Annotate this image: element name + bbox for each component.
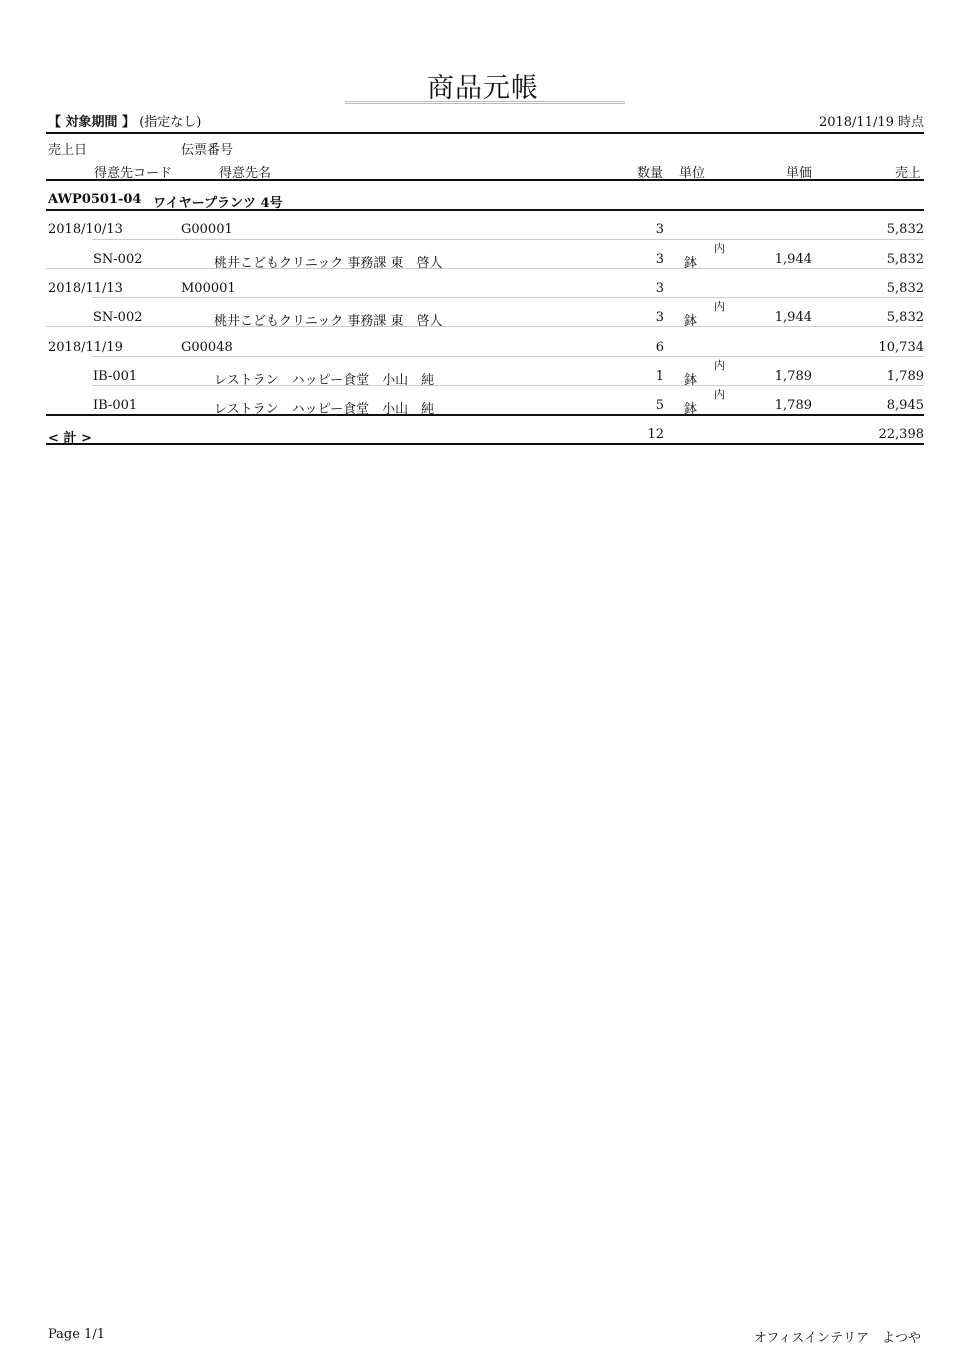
row-rule <box>46 326 924 327</box>
period-label: 【 対象期間 】 <box>48 115 136 130</box>
group-qty: 3 <box>655 222 664 237</box>
line-customer-code: SN-002 <box>93 310 143 325</box>
header-slip-no: 伝票番号 <box>181 143 234 158</box>
total-label: < 計 > <box>48 431 92 446</box>
row-rule <box>92 356 924 357</box>
line-unit-price: 1,789 <box>774 369 812 384</box>
group-slip: G00048 <box>181 340 233 355</box>
group-date: 2018/11/13 <box>48 281 123 296</box>
header-sales: 売上 <box>895 166 922 181</box>
line-qty: 3 <box>655 310 664 325</box>
group-amount: 5,832 <box>886 281 924 296</box>
header-customer-name: 得意先名 <box>219 166 272 181</box>
period-value: (指定なし) <box>139 115 202 130</box>
group-qty: 3 <box>655 281 664 296</box>
line-customer-name: 桃井こどもクリニック 事務課 東 啓人 <box>214 314 443 329</box>
header-sale-date: 売上日 <box>48 143 88 158</box>
line-tax-mark: 内 <box>714 359 725 372</box>
line-tax-mark: 内 <box>714 242 725 255</box>
as-of-date: 2018/11/19 時点 <box>818 115 924 130</box>
header-unit-price: 単価 <box>786 166 813 181</box>
header-top-rule <box>46 132 924 134</box>
line-customer-name: レストラン ハッピー食堂 小山 純 <box>214 373 435 388</box>
line-tax-mark: 内 <box>714 388 725 401</box>
title-underline <box>345 101 625 104</box>
group-amount: 10,734 <box>878 340 924 355</box>
line-unit: 鉢 <box>684 314 698 329</box>
header-unit: 単位 <box>679 166 706 181</box>
total-qty: 12 <box>647 427 664 442</box>
line-qty: 1 <box>655 369 664 384</box>
row-rule <box>46 268 924 269</box>
line-unit-price: 1,944 <box>774 252 812 267</box>
line-unit-price: 1,789 <box>774 398 812 413</box>
product-name: ワイヤープランツ 4号 <box>153 196 283 211</box>
company-name: オフィスインテリア よつや <box>753 1331 921 1346</box>
line-unit-price: 1,944 <box>774 310 812 325</box>
group-slip: G00001 <box>181 222 233 237</box>
row-rule <box>92 239 924 240</box>
group-date: 2018/10/13 <box>48 222 123 237</box>
header-quantity: 数量 <box>637 166 664 181</box>
total-top-rule <box>46 414 924 416</box>
line-customer-code: IB-001 <box>93 398 138 413</box>
group-slip: M00001 <box>181 281 236 296</box>
total-amount: 22,398 <box>878 427 924 442</box>
line-amount: 8,945 <box>886 398 924 413</box>
row-rule <box>92 385 924 386</box>
line-amount: 5,832 <box>886 310 924 325</box>
product-rule <box>46 209 924 211</box>
line-tax-mark: 内 <box>714 300 725 313</box>
group-qty: 6 <box>655 340 664 355</box>
line-amount: 5,832 <box>886 252 924 267</box>
group-amount: 5,832 <box>886 222 924 237</box>
page-number: Page 1/1 <box>48 1327 105 1342</box>
line-customer-code: SN-002 <box>93 252 143 267</box>
line-unit: 鉢 <box>684 402 698 417</box>
line-customer-code: IB-001 <box>93 369 138 384</box>
line-customer-name: レストラン ハッピー食堂 小山 純 <box>214 402 435 417</box>
line-qty: 5 <box>655 398 664 413</box>
report-title: 商品元帳 <box>427 73 539 104</box>
group-date: 2018/11/19 <box>48 340 123 355</box>
header-bottom-rule <box>46 179 924 181</box>
line-customer-name: 桃井こどもクリニック 事務課 東 啓人 <box>214 256 443 271</box>
row-rule <box>92 297 924 298</box>
total-bottom-rule <box>46 443 924 445</box>
line-qty: 3 <box>655 252 664 267</box>
line-unit: 鉢 <box>684 256 698 271</box>
line-unit: 鉢 <box>684 373 698 388</box>
line-amount: 1,789 <box>886 369 924 384</box>
product-code: AWP0501-04 <box>48 192 142 207</box>
header-customer-code: 得意先コード <box>94 166 173 181</box>
period-info <box>48 111 201 130</box>
